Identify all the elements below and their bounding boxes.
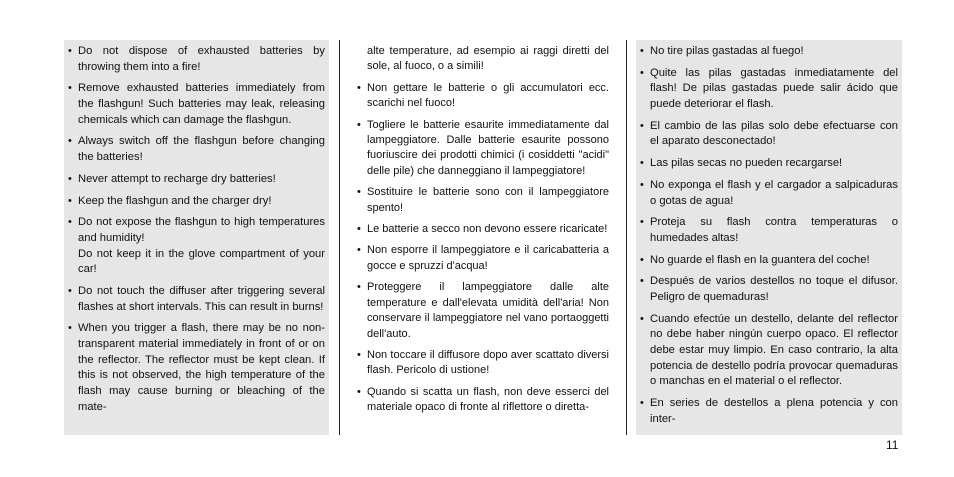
it-item-6: • Proteggere il lampeggiatore dalle alte temperature e dall'elevata umidità dell'aria! Non conservare il lampeggiatore nel vano portaoggetti dell'auto. <box>357 281 609 340</box>
column-divider <box>339 40 340 435</box>
en-item-3: • Always switch off the flashgun before changing the batteries! <box>68 135 325 164</box>
es-item-5: • No exponga el flash y el cargador a salpicaduras o gotas de agua! <box>640 178 898 207</box>
en-item-2: • Remove exhausted batteries immediately from the flashgun! Such batteries may leak, releasing chemicals which can damage the flashgun. <box>68 82 325 126</box>
it-item-3: • Sostituire le batterie sono con il lampeggiatore spento! <box>357 186 609 214</box>
es-item-8: • Después de varios destellos no toque el difusor. Peligro de quemaduras! <box>640 275 898 303</box>
it-item-1: • Non gettare le batterie o gli accumulatori ecc. scarichi nel fuoco! <box>357 81 609 110</box>
it-continuation: alte temperature, ad esempio ai raggi diretti del sole, al fuoco, o a simili! <box>367 45 609 73</box>
en-item-7: • Do not touch the diffuser after triggering several flashes at short intervals. This can result in burns! <box>68 284 325 313</box>
it-item-8: • Quando si scatta un flash, non deve esserci del materiale opaco di fronte al riflettore o diretta- <box>357 385 609 414</box>
es-item-9: • Cuando efectúe un destello, delante del reflector no debe haber ningún cuerpo opaco. El reflector debe estar muy limpio. En caso contrario, la alta potencia de destello podría provocar quemaduras o manchas en el material o el reflector. <box>640 312 898 388</box>
es-item-1: • No tire pilas gastadas al fuego! <box>640 45 804 57</box>
en-item-8: • When you trigger a flash, there may be no non-transparent material immediately in front of or on the reflector. The reflector must be kept clean. If this is not observed, the high temperature of the flash may cause burning or bleaching of the mate- <box>68 322 325 413</box>
en-item-5: • Keep the flashgun and the charger dry! <box>68 194 272 207</box>
english-column <box>64 40 329 435</box>
es-item-3: • El cambio de las pilas solo debe efectuarse con el aparato desconectado! <box>640 119 898 148</box>
page-number: 11 <box>886 438 899 452</box>
spanish-column <box>636 40 902 435</box>
en-item-4: • Never attempt to recharge dry batteries! <box>68 172 276 185</box>
en-item-6: • Do not expose the flashgun to high temperatures and humidity! Do not keep it in the glove compartment of your car! <box>68 215 325 278</box>
italian-column <box>349 40 617 435</box>
it-item-2: • Togliere le batterie esaurite immediatamente dal lampeggiatore. Dalle batterie esaurite possono fuoriuscire dei prodotti chimici (i cosiddetti "acidi" delle pile) che danneggiano il lampeggiatore! <box>357 118 609 177</box>
en-item-6-extra: Do not keep it in the glove compartment of your car! <box>78 247 325 276</box>
en-item-1: • Do not dispose of exhausted batteries by throwing them into a fire! <box>68 45 325 73</box>
es-item-6: • Proteja su flash contra temperaturas o humedades altas! <box>640 216 898 244</box>
es-item-2: • Quite las pilas gastadas inmediatamente del flash! De pilas gastadas puede salir ácido que puede deteriorar el flash. <box>640 66 898 111</box>
column-divider <box>626 40 627 435</box>
es-item-4: • Las pilas secas no pueden recargarse! <box>640 157 843 170</box>
it-item-5: • Non esporre il lampeggiatore e il caricabatteria a gocce e spruzzi d'acqua! <box>357 244 609 272</box>
it-item-7: • Non toccare il diffusore dopo aver scattato diversi flash. Pericolo di ustione! <box>357 348 609 377</box>
es-item-10: • En series de destellos a plena potencia y con inter- <box>640 397 898 425</box>
it-item-4: • Le batterie a secco non devono essere ricaricate! <box>357 223 608 236</box>
es-item-7: • No guarde el flash en la guantera del coche! <box>640 253 870 266</box>
